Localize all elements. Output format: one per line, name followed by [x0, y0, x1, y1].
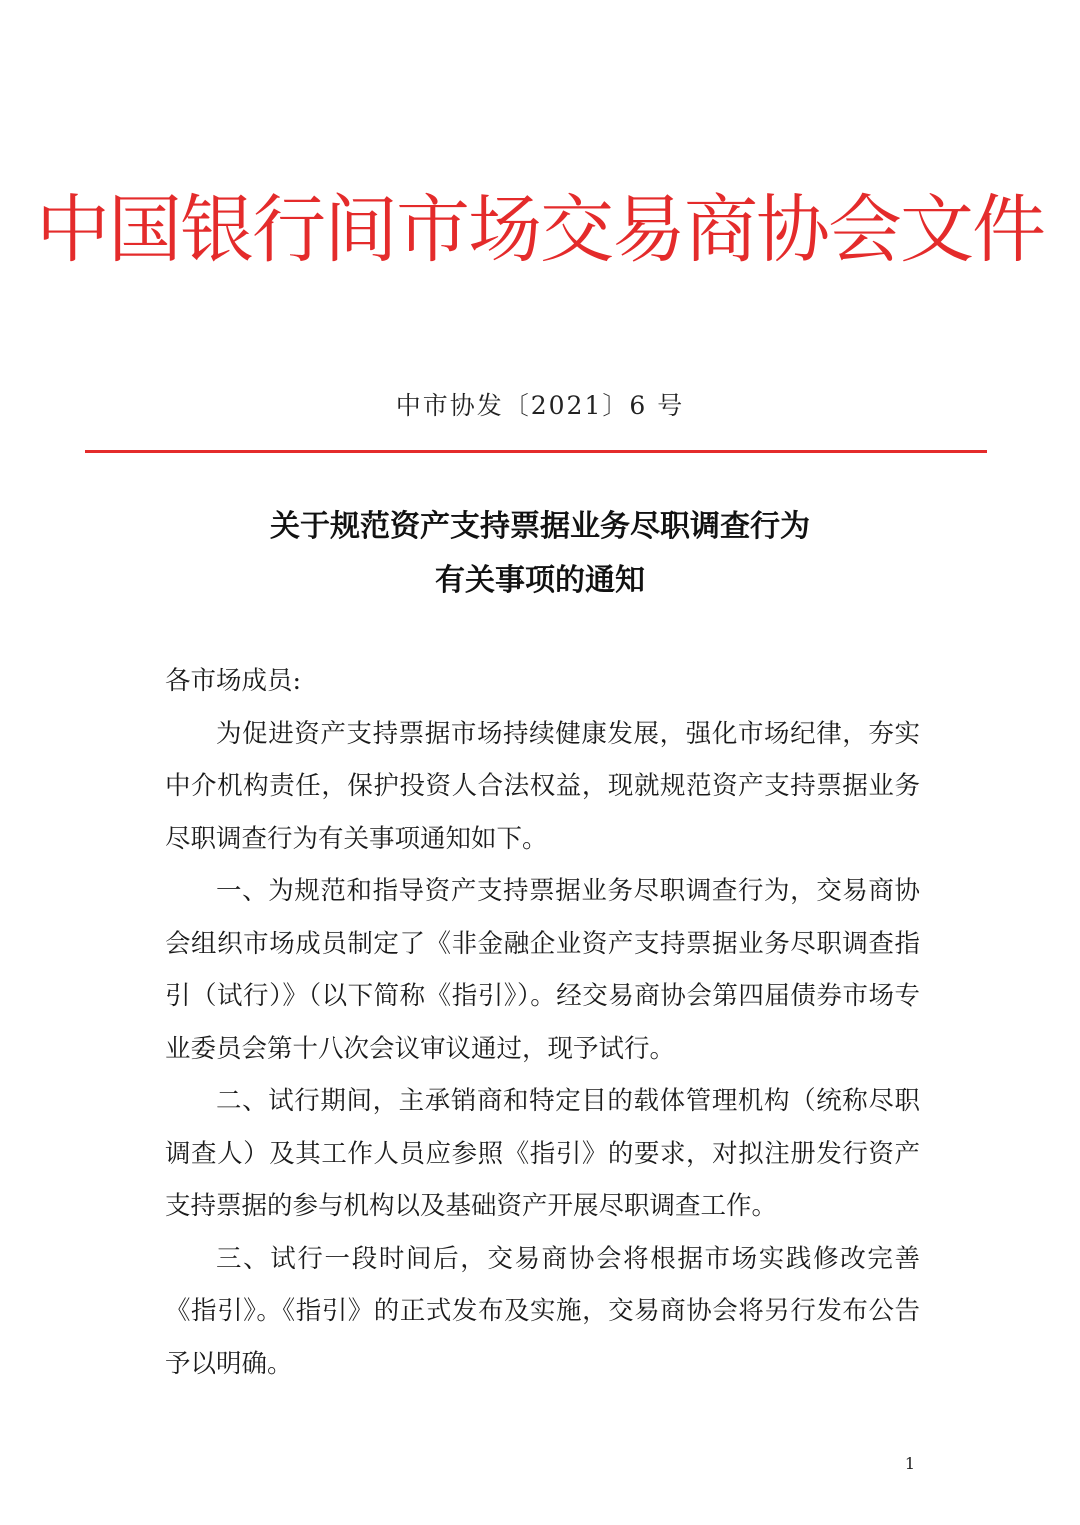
- document-masthead: 中国银行间市场交易商协会文件: [36, 187, 1044, 273]
- paragraph-item-3: 三、试行一段时间后，交易商协会将根据市场实践修改完善《指引》。《指引》的正式发布及实施，交易商协会将另行发布公告予以明确。: [165, 1243, 920, 1379]
- page-number: 1: [904, 1454, 916, 1473]
- red-divider-line: [85, 450, 987, 453]
- title-line-1: 关于规范资产支持票据业务尽职调查行为: [270, 509, 810, 544]
- document-number: 中市协发〔2021〕6 号: [395, 391, 685, 420]
- paragraph-item-2: 二、试行期间，主承销商和特定目的载体管理机构（统称尽职调查人）及其工作人员应参照《指引》的要求，对拟注册发行资产支持票据的参与机构以及基础资产开展尽职调查工作。: [165, 1086, 920, 1221]
- document-body: [165, 655, 920, 1390]
- document-title: [0, 500, 1080, 608]
- paragraph-intro: 为促进资产支持票据市场持续健康发展，强化市场纪律，夯实中介机构责任，保护投资人合法权益，现就规范资产支持票据业务尽职调查行为有关事项通知如下。: [165, 718, 920, 854]
- paragraph-item-1: 一、为规范和指导资产支持票据业务尽职调查行为，交易商协会组织市场成员制定了《非金融企业资产支持票据业务尽职调查指引（试行）》（以下简称《指引》）。经交易商协会第四届债券市场专业委员会第十八次会议审议通过，现予试行。: [165, 876, 920, 1064]
- greeting: 各市场成员:: [165, 666, 302, 696]
- title-line-2: 有关事项的通知: [435, 563, 645, 598]
